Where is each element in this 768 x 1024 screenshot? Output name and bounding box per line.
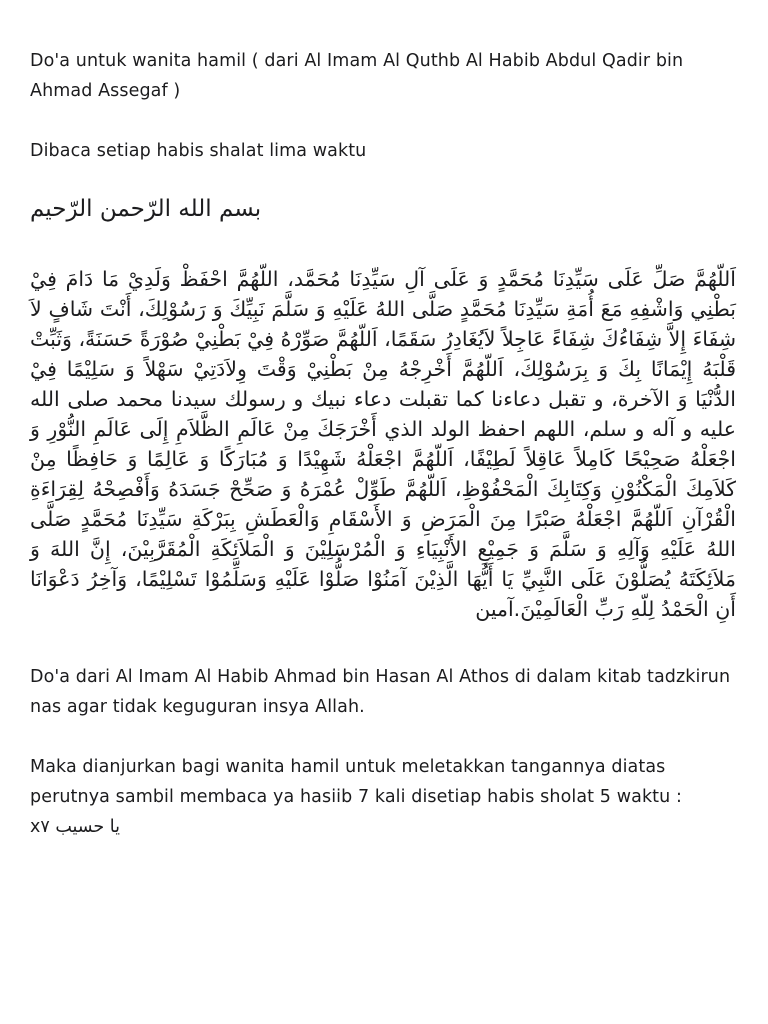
bismillah-heading: بسم الله الرّحمن الرّحيم: [30, 196, 262, 222]
paragraph-spacer: [30, 624, 738, 662]
paragraph-spacer: [30, 106, 738, 136]
arabic-prayer-text: اَللّهُمَّ صَلِّ عَلَى سَيِّدِنَا مُحَمَّدٍ وَ عَلَى آلِ سَيِّدِنَا مُحَمَّد، اللّهُمَّ احْفَظْ وَلَدِيْ مَا دَامَ فِيْ بَطْنِي وَاشْفِهِ مَعَ أُمَةِ سَيِّدِنَا مُحَمَّدٍ صَلَّى اللهُ عَلَيْهِ وَ سَلَّمَ نَبِيِّكَ وَ رَسُوْلِكَ، أَنْتَ شَافٍ لاَ شِفَاءَ إِلاَّ شِفَاءُكَ شِفَاءً عَاجِلاً لاَيُغَادِرُ سَقَمًا، اَللّهُمَّ صَوِّرْهُ فِيْ بَطْنِيْ صُوْرَةً حَسَنَةً، وَثَبِّتْ قَلْبَهُ إِيْمَانًا بِكَ وَ بِرَسُوْلِكَ، اَللّهُمَّ أَخْرِجْهُ مِنْ بَطْنِيْ وَقْتَ وِلاَدَتِيْ سَهْلاً وَ سَلِيْمًا فِيْ الدُّنْيَا وَ الآخرة، و تقبل دعاءنا كما تقبلت دعاء نبيك و رسولك سيدنا محمد صلى الله عليه و آله و سلم، اللهم احفظ الولد الذي أَخْرَجَكَ مِنْ عَالَمِ الظَّلاَمِ إِلَى عَالَمِ النُّوْرِ وَ اجْعَلْهُ صَحِيْحًا كَامِلاً عَاقِلاً لَطِيْفًا، اَللّهُمَّ اجْعَلْهُ شَهِيْدًا وَ مُبَارَكًا وَ عَالِمًا وَ حَافِظًا مِنْ كَلاَمِكَ الْمَكْنُوْنِ وَكِتَابِكَ الْمَحْفُوْظِ، اَللّهُمَّ طَوِّلْ عُمْرَهُ وَ صَحِّحْ جَسَدَهُ وَأَفْصِحْهُ لِقِرَاءَةِ الْقُرْآنِ اَللّهُمَّ اجْعَلْهُ صَبْرًا مِنَ الْمَرَضِ وَ الأَسْقَامِ وَالْعَطَشِ بِبَرْكَةِ سَيِّدِنَا مُحَمَّدٍ صَلَّى اللهُ عَلَيْهِ وَآلِهِ وَ سَلَّمَ وَ جَمِيْعِ الأَنْبِيَاءِ وَ الْمُرْسَلِيْنَ وَ الْمَلاَئِكَةِ الْمُقَرَّبِيْنَ، إِنَّ اللهَ وَ مَلاَئِكَتَهُ يُصَلُّوْنَ عَلَى النَّبِيِّ يَا أَيُّهَا الَّذِيْنَ آمَنُوْا صَلُّوْا عَلَيْهِ وَسَلِّمُوْا تَسْلِيْمًا، وَآخِرُ دَعْوَانَا أَنِ الْحَمْدُ لِلّهِ رَبِّ الْعَالَمِيْنَ.آمين: [30, 267, 736, 621]
instruction-text: Maka dianjurkan bagi wanita hamil untuk meletakkan tangannya diatas perutnya sambil membaca ya hasiib 7 kali disetiap habis sholat 5 waktu :: [30, 757, 682, 807]
reading-note-text: Dibaca setiap habis shalat lima waktu: [30, 141, 367, 161]
doa-title-text: Do'a untuk wanita hamil ( dari Al Imam Al Quthb Al Habib Abdul Qadir bin Ahmad Assegaf ): [30, 51, 684, 101]
paragraph-spacer: [30, 722, 738, 752]
second-doa-intro-text: Do'a dari Al Imam Al Habib Ahmad bin Hasan Al Athos di dalam kitab tadzkirun nas agar tidak keguguran insya Allah.: [30, 667, 731, 717]
ya-hasiib-phrase: يا حسيب x٧: [30, 817, 120, 837]
